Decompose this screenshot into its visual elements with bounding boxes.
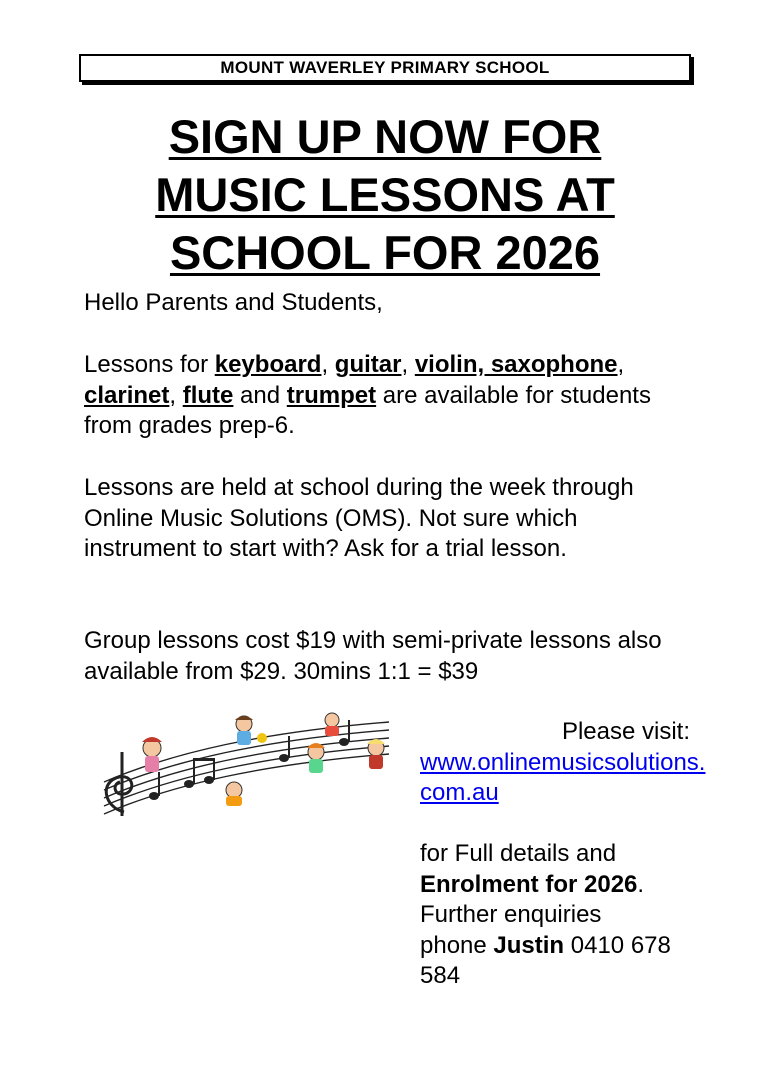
instrument-flute: flute: [182, 381, 234, 409]
phone-number: 0410 678 584: [420, 931, 671, 989]
instrument-trumpet: trumpet: [286, 381, 377, 409]
enrolment-text: Enrolment for 2026: [420, 870, 638, 898]
title-line-2: MUSIC LESSONS AT: [155, 168, 615, 221]
page-title: [90, 108, 680, 282]
schedule-paragraph: Lessons are held at school during the week through Online Music Solutions (OMS). Not sure which instrument to start with? Ask for a trial lesson.: [84, 474, 634, 562]
phone-line: phone Justin 0410 678 584: [420, 931, 671, 989]
greeting: Hello Parents and Students,: [84, 289, 383, 316]
visit-label: Please visit:: [561, 718, 690, 745]
instrument-clarinet: clarinet: [84, 381, 170, 409]
lessons-paragraph: Lessons for keyboard, guitar, violin, saxophone, clarinet, flute and trumpet are available for students from grades prep-6.: [84, 351, 651, 439]
title-line-3: SCHOOL FOR 2026: [169, 226, 601, 279]
school-header-box: [79, 54, 691, 82]
title-line-1: SIGN UP NOW FOR: [168, 110, 602, 163]
website-link[interactable]: www.onlinemusicsolutions.com.au: [420, 748, 706, 806]
visit-column: [420, 717, 710, 992]
contact-name: Justin: [493, 931, 565, 959]
pricing-paragraph: Group lessons cost $19 with semi-private lessons also available from $29. 30mins 1:1 = $39: [84, 627, 662, 685]
details-text: for Full details and: [420, 840, 617, 867]
instrument-keyboard: keyboard: [214, 351, 322, 378]
further-enquiries: Further enquiries: [420, 901, 602, 928]
instrument-violin-saxophone: violin, saxophone: [414, 351, 618, 378]
instrument-guitar: guitar: [334, 351, 402, 378]
music-notes-illustration: [84, 712, 404, 817]
school-name: MOUNT WAVERLEY PRIMARY SCHOOL: [220, 58, 550, 77]
enrolment-line: Enrolment for 2026.: [420, 870, 645, 898]
